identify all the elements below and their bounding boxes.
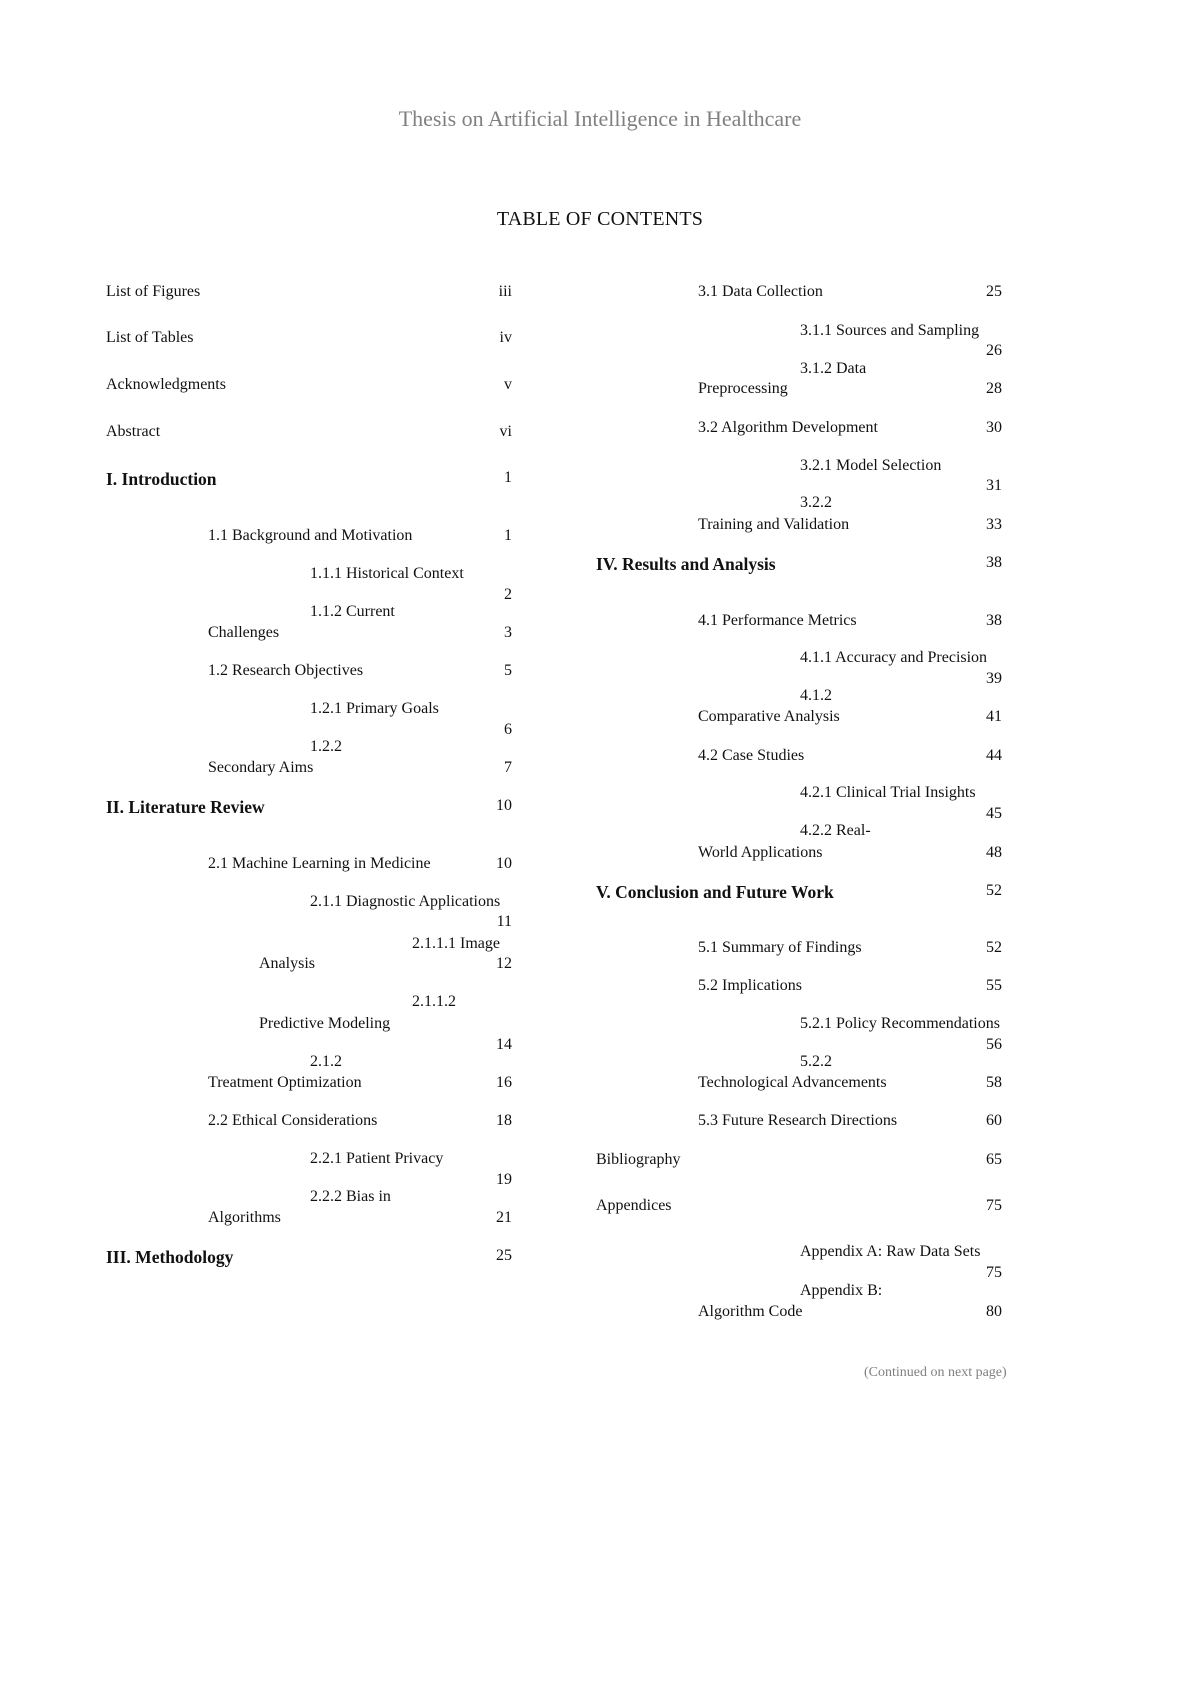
toc-entry-title[interactable]: 5.2 Implications <box>698 977 802 994</box>
toc-entry-title[interactable]: 1.1.2 Current <box>310 603 395 620</box>
toc-chapter-title[interactable]: V. Conclusion and Future Work <box>596 882 834 902</box>
toc-entry-title[interactable]: 3.1.2 Data <box>800 360 867 377</box>
toc-entry-title[interactable]: 4.1 Performance Metrics <box>698 612 857 629</box>
toc-entry-title[interactable]: 3.2 Algorithm Development <box>698 419 878 436</box>
toc-page-number: 41 <box>986 708 1002 725</box>
toc-page-number: 12 <box>496 955 512 972</box>
toc-entry-title[interactable]: 1.2.1 Primary Goals <box>310 700 439 717</box>
toc-page-number: 28 <box>986 380 1002 397</box>
toc-entry-title[interactable]: Bibliography <box>596 1151 681 1168</box>
toc-page-number: 52 <box>986 939 1002 956</box>
toc-page-number: 3 <box>504 624 512 641</box>
toc-entry-title[interactable]: Abstract <box>106 423 161 440</box>
toc-page-number: 21 <box>496 1209 512 1226</box>
toc-entry-title[interactable]: Preprocessing <box>698 380 788 397</box>
toc-page-number: 75 <box>986 1264 1002 1281</box>
toc-page-number: 7 <box>504 759 512 776</box>
toc-chapter-title[interactable]: II. Literature Review <box>106 797 265 817</box>
toc-entry-title[interactable]: 1.1.1 Historical Context <box>310 565 464 582</box>
toc-entry-title[interactable]: Treatment Optimization <box>208 1074 362 1091</box>
toc-entry-title[interactable]: 3.1.1 Sources and Sampling <box>800 322 980 339</box>
toc-entry-title[interactable]: List of Tables <box>106 329 194 346</box>
toc-entry-title[interactable]: 2.2 Ethical Considerations <box>208 1112 378 1129</box>
toc-entry-title[interactable]: Analysis <box>259 955 315 972</box>
toc-entry-title[interactable]: Acknowledgments <box>106 376 226 393</box>
toc-page-number: 65 <box>986 1151 1002 1168</box>
toc-page-number: 25 <box>496 1247 512 1264</box>
toc-entry-title[interactable]: 4.2.1 Clinical Trial Insights <box>800 784 976 801</box>
toc-page-number: 80 <box>986 1303 1002 1320</box>
toc-page-number: 75 <box>986 1197 1002 1214</box>
toc-entry-title[interactable]: Appendix A: Raw Data Sets <box>800 1243 981 1260</box>
toc-page-number: 45 <box>986 805 1002 822</box>
toc-entry-title[interactable]: Algorithm Code <box>698 1303 803 1320</box>
toc-entry-title[interactable]: Challenges <box>208 624 280 641</box>
toc-page-number: iii <box>498 283 512 300</box>
toc-entry-title[interactable]: 4.2 Case Studies <box>698 747 805 764</box>
toc-page-number: 11 <box>496 913 512 930</box>
continued-note: (Continued on next page) <box>864 1365 1007 1380</box>
toc-entry-title[interactable]: Secondary Aims <box>208 759 314 776</box>
toc-page-number: 52 <box>986 882 1002 899</box>
toc-entry-title[interactable]: 5.2.2 <box>800 1053 832 1070</box>
toc-page-number: v <box>504 376 512 393</box>
toc-entry-title[interactable]: 3.2.1 Model Selection <box>800 457 942 474</box>
toc-page-number: 10 <box>496 797 512 814</box>
toc-page-number: 44 <box>986 747 1002 764</box>
toc-page-number: iv <box>499 329 512 346</box>
toc-page-number: 39 <box>986 670 1002 687</box>
toc-page-number: 18 <box>496 1112 512 1129</box>
toc-page-number: 14 <box>496 1036 512 1053</box>
toc-page-number: 56 <box>986 1036 1002 1053</box>
toc-entry-title[interactable]: 3.1 Data Collection <box>698 283 823 300</box>
toc-page-number: 6 <box>504 721 512 738</box>
toc-entry-title[interactable]: 5.2.1 Policy Recommendations <box>800 1015 1000 1032</box>
toc-entry-title[interactable]: 5.1 Summary of Findings <box>698 939 862 956</box>
toc-chapter-title[interactable]: IV. Results and Analysis <box>596 554 776 574</box>
toc-page-number: 31 <box>986 477 1002 494</box>
document-title: Thesis on Artificial Intelligence in Healthcare <box>398 106 802 131</box>
toc-entry-title[interactable]: Predictive Modeling <box>259 1015 391 1032</box>
toc-entry-title[interactable]: 4.2.2 Real- <box>800 822 871 839</box>
toc-entry-title[interactable]: Appendices <box>596 1197 672 1214</box>
toc-entry-title[interactable]: 2.1 Machine Learning in Medicine <box>208 855 431 872</box>
toc-page-number: 26 <box>986 342 1002 359</box>
toc-chapter-title[interactable]: III. Methodology <box>106 1247 234 1267</box>
toc-entry-title[interactable]: 1.2 Research Objectives <box>208 662 364 679</box>
toc-entry-title[interactable]: 2.1.1 Diagnostic Applications <box>310 893 501 910</box>
toc-entry-title[interactable]: 4.1.2 <box>800 687 832 704</box>
toc-chapter-title[interactable]: I. Introduction <box>106 469 217 489</box>
toc-page-number: 5 <box>504 662 512 679</box>
toc-page-number: 58 <box>986 1074 1002 1091</box>
toc-entry-title[interactable]: 2.2.1 Patient Privacy <box>310 1150 444 1167</box>
toc-page-number: 25 <box>986 283 1002 300</box>
toc-entry-title[interactable]: Training and Validation <box>698 516 850 533</box>
toc-page-number: 38 <box>986 554 1002 571</box>
toc-entry-title[interactable]: Technological Advancements <box>698 1074 887 1091</box>
toc-page-number: 60 <box>986 1112 1002 1129</box>
toc-page-number: 30 <box>986 419 1002 436</box>
toc-entry-title[interactable]: 2.1.1.2 <box>412 993 456 1010</box>
toc-entry-title[interactable]: 3.2.2 <box>800 494 832 511</box>
toc-page-number: 55 <box>986 977 1002 994</box>
toc-entry-title[interactable]: 4.1.1 Accuracy and Precision <box>800 649 988 666</box>
toc-page-number: 33 <box>986 516 1002 533</box>
toc-page-number: 16 <box>496 1074 512 1091</box>
toc-entry-title[interactable]: 5.3 Future Research Directions <box>698 1112 898 1129</box>
toc-entry-title[interactable]: Comparative Analysis <box>698 708 840 725</box>
toc-entry-title[interactable]: 2.2.2 Bias in <box>310 1188 391 1205</box>
toc-entry-title[interactable]: Algorithms <box>208 1209 281 1226</box>
toc-page-number: vi <box>499 423 512 440</box>
toc-entry-title[interactable]: 2.1.2 <box>310 1053 342 1070</box>
toc-page-number: 38 <box>986 612 1002 629</box>
toc-entry-title[interactable]: 1.1 Background and Motivation <box>208 527 413 544</box>
toc-page-number: 48 <box>986 844 1002 861</box>
toc-entry-title[interactable]: 1.2.2 <box>310 738 342 755</box>
toc-page-number: 1 <box>504 469 512 486</box>
toc-entry-title[interactable]: List of Figures <box>106 283 201 300</box>
toc-entry-title[interactable]: 2.1.1.1 Image <box>412 935 500 952</box>
toc-entry-title[interactable]: World Applications <box>698 844 823 861</box>
toc-heading: TABLE OF CONTENTS <box>496 208 704 230</box>
toc-page-number: 1 <box>504 527 512 544</box>
toc-entry-title[interactable]: Appendix B: <box>800 1282 883 1299</box>
toc-page-number: 10 <box>496 855 512 872</box>
toc-page-number: 2 <box>504 586 512 603</box>
toc-page-number: 19 <box>496 1171 512 1188</box>
